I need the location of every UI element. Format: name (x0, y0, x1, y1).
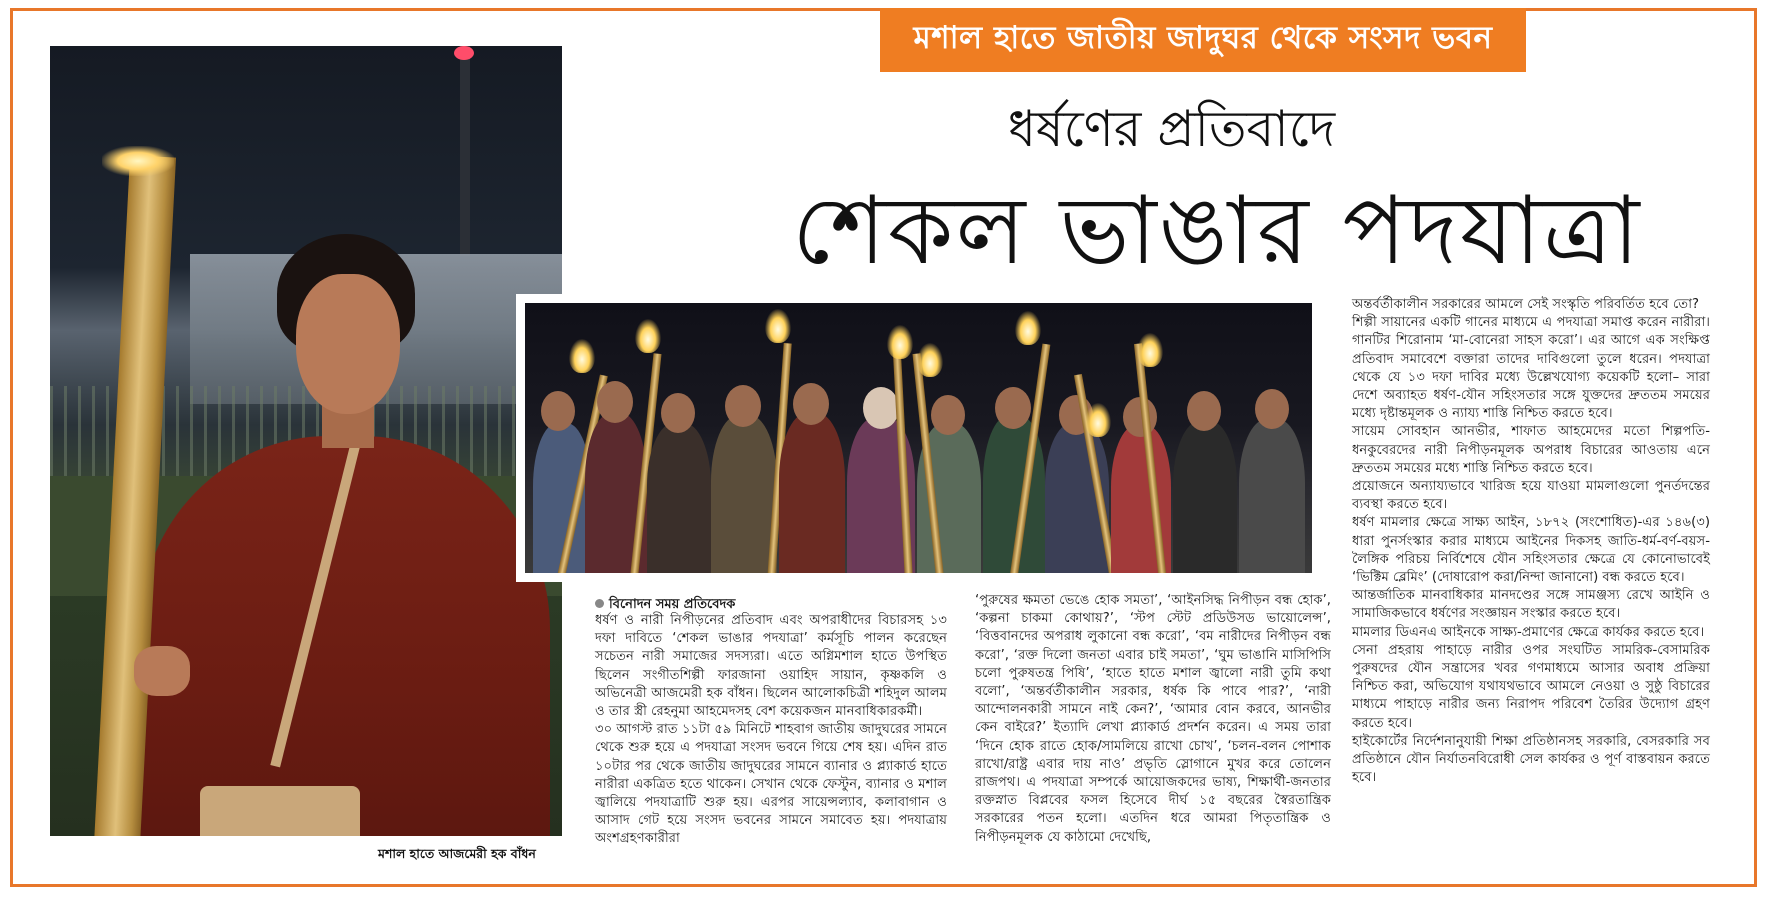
paragraph: হাইকোর্টের নির্দেশনানুযায়ী শিক্ষা প্রতিষ্ঠানসহ সরকারি, বেসরকারি সব প্রতিষ্ঠানে যৌন নির্যাতনবিরোধী সেল কার্যকর ও পূর্ণ বাস্তবায়ন করতে হবে। (1352, 733, 1710, 786)
group-person-head (541, 391, 575, 431)
article-column-2 (975, 592, 1331, 847)
paragraph: ধর্ষণ মামলার ক্ষেত্রে সাক্ষ্য আইন, ১৮৭২ (সংশোধিত)-এর ১৪৬(৩) ধারা পুনর্সংস্কার করার মাধ্যমে আইনের দিকসহ জাতি-ধর্ম-বর্ণ-বয়স-লৈঙ্গিক পরিচয় নির্বিশেষে যৌন সহিংসতার ক্ষেত্রে যে কোনোভাবেই ‘ভিক্টিম ব্লেমিং’ (দোষারোপ করা/নিন্দা জানানো) বন্ধ করতে হবে। (1352, 515, 1710, 586)
article-column-3 (1352, 296, 1710, 787)
group-torch-flame (1085, 403, 1111, 437)
paragraph: মামলার ডিএনএ আইনকে সাক্ষ্য-প্রমাণের ক্ষেত্রে কার্যকর করতে হবে। (1352, 624, 1705, 640)
group-person-head (931, 395, 965, 435)
group-person-head (1255, 389, 1289, 429)
group-torch-flame (569, 339, 595, 373)
person-face (296, 274, 400, 414)
paragraph: আন্তর্জাতিক মানবাধিকার মানদণ্ডের সঙ্গে সামঞ্জস্য রেখে আইনি ও সামাজিকভাবে ধর্ষণের সংজ্ঞায়ন সংস্কার করতে হবে। (1352, 588, 1710, 622)
paragraph: সেনা প্রহরায় পাহাড়ে নারীর ওপর সংঘটিত সামরিক-বেসামরিক পুরুষদের যৌন সন্ত্রাসের খবর গণমাধ্যমে আসার অবাধ প্রক্রিয়া নিশ্চিত করা, অভিযোগ যথাযথভাবে আমলে নেওয়া ও সুষ্ঠু বিচারের মাধ্যমে পাহাড়ে নারীর জন্য নিরাপদ পরিবেশ তৈরির উদ্যোগ গ্রহণ করতে হবে। (1352, 642, 1710, 731)
paragraph: অন্তর্বর্তীকালীন সরকারের আমলে সেই সংস্কৃতি পরিবর্তিত হবে তো? (1352, 297, 1700, 312)
paragraph: ৩০ আগস্ট রাত ১১টা ৫৯ মিনিটে শাহবাগ জাতীয় জাদুঘরের সামনে থেকে শুরু হয়ে এ পদযাত্রা সংসদ ভবনে গিয়ে শেষ হয়। এদিন রাত ১০টার পর থেকে জাতীয় জাদুঘরের সামনে ব্যানার ও প্ল্যাকার্ড হাতে নারীরা একত্রিত হতে থাকেন। সেখান থেকে ফেস্টুন, ব্যানার ও মশাল জ্বালিয়ে পদযাত্রাটি শুরু হয়। এরপর সায়েন্সল্যাব, কলাবাগান ও আসাদ গেট হয়ে সংসদ ভবনের সামনে সমাবেত হয়। পদযাত্রায় অংশগ্রহণকারীরা (595, 722, 947, 847)
person-hand (134, 646, 190, 696)
paragraph: ‘পুরুষের ক্ষমতা ভেঙে হোক সমতা’, ‘আইনসিদ্ধ নিপীড়ন বন্ধ হোক’, ‘কল্পনা চাকমা কোথায়?’, ‘স্টপ স্টেট প্রডিউসড ভায়োলেন্স’, ‘বিত্তবানদের অপরাধ লুকানো বন্ধ করো’, ‘বম নারীদের নিপীড়ন বন্ধ করো’, ‘রক্ত দিলো জনতা এবার চাই সমতা’, ‘ঘুম ভাঙানি মাসিপিসি চলো পুরুষতন্ত্র পিষি’, ‘হাতে হাতে মশাল জ্বালো নারী তুমি কথা বলো’, ‘অন্তর্বর্তীকালীন সরকার, ধর্ষক কি পাবে পার?’, ‘নারী আন্দোলনকারী সামনে নাই কেন?’, ‘আমার বোন করবে, আনভীর কেন বাইরে?’ ইত্যাদি লেখা প্ল্যাকার্ড প্রদর্শন করেন। এ সময় তারা ‘দিনে হোক রাতে হোক/সামলিয়ে রাখো চোখ’, ‘চলন-বলন পোশাক রাখো/রাষ্ট্র এবার দায় নাও’ প্রভৃতি স্লোগানে মুখর করে তোলেন রাজপথ। এ পদযাত্রা সম্পর্কে আয়োজকদের ভাষ্য, শিক্ষার্থী-জনতার রক্তস্নাত বিপ্লবের ফসল হিসেবে দীর্ঘ ১৫ বছরের স্বৈরতান্ত্রিক সরকারের পতন হলো। এতদিন ধরে আমরা পিতৃতান্ত্রিক ও নিপীড়নমূলক যে কাঠামো দেখেছি, (975, 593, 1331, 845)
paragraph: শিল্পী সায়ানের একটি গানের মাধ্যমে এ পদযাত্রা সমাপ্ত করেন নারীরা। গানটির শিরোনাম ‘মা-বোনেরা সাহস করো’। এর আগে এক সংক্ষিপ্ত প্রতিবাদ সমাবেশে বক্তারা তাদের দাবিগুলো তুলে ধরেন। পদযাত্রা থেকে যে ১৩ দফা দাবির মধ্যে উল্লেখযোগ্য কয়েকটি হলো– সারা দেশে অব্যাহত ধর্ষণ-যৌন সহিংসতার সঙ্গে যুক্তদের দ্রুততম সময়ের মধ্যে দৃষ্টান্তমূলক ও ন্যায্য শাস্তি নিশ্চিত করতে হবে। (1352, 315, 1710, 422)
paragraph: সায়েম সোবহান আনভীর, শাফাত আহমেদের মতো শিল্পপতি-ধনকুবেরদের নারী নিপীড়নমূলক অপরাধ বিচারের আওতায় এনে দ্রুততম সময়ের মধ্যে শাস্তি নিশ্চিত করতে হবে। (1352, 424, 1710, 476)
byline-text: বিনোদন সময় প্রতিবেদক (609, 597, 736, 612)
group-person-head (863, 387, 899, 429)
group-person (779, 413, 845, 573)
group-torch-flame (917, 343, 943, 377)
group-torch-flame (635, 319, 661, 353)
group-photo (516, 294, 1321, 582)
group-person (647, 423, 711, 573)
group-torch-flame (1137, 333, 1163, 367)
group-person-head (793, 383, 829, 425)
group-person (711, 415, 777, 573)
portrait-photo (50, 46, 562, 836)
group-person-head (725, 385, 761, 427)
group-torch-flame (1015, 311, 1041, 345)
torch-flame (102, 146, 174, 176)
bullet-icon (595, 599, 604, 608)
group-torch-flame (887, 325, 913, 359)
handbag (200, 786, 360, 836)
group-person-head (597, 381, 633, 423)
lamp-pole (460, 46, 470, 256)
paragraph: ধর্ষণ ও নারী নিপীড়নের প্রতিবাদ এবং অপরাধীদের বিচারসহ ১৩ দফা দাবিতে ‘শেকল ভাঙার পদযাত্রা’ কর্মসূচি পালন করেছেন সচেতন নারী সমাজের সদস্যরা। এতে অগ্নিমশাল হাতে উপস্থিত ছিলেন সংগীতশিল্পী ফারজানা ওয়াহিদ সায়ান, কৃষ্ণকলি ও অভিনেত্রী আজমেরী হক বাঁধন। ছিলেন আলোকচিত্রী শহিদুল আলম ও তার স্ত্রী রেহনুমা আহমেদসহ বেশ কয়েকজন মানবাধিকারকর্মী। (595, 613, 947, 720)
paragraph: প্রয়োজনে অন্যায্যভাবে খারিজ হয়ে যাওয়া মামলাগুলো পুনর্তদন্তের ব্যবস্থা করতে হবে। (1352, 479, 1710, 513)
section-tag: মশাল হাতে জাতীয় জাদুঘর থেকে সংসদ ভবন (880, 8, 1526, 72)
article-column-1 (595, 612, 947, 849)
photo-caption: মশাল হাতে আজমেরী হক বাঁধন (378, 846, 536, 861)
group-person (1239, 419, 1305, 573)
group-person-head (995, 387, 1031, 429)
headline-kicker: ধর্ষণের প্রতিবাদে (1008, 100, 1336, 158)
group-person-head (1187, 391, 1221, 431)
headline: শেকল ভাঙার পদযাত্রা (792, 177, 1642, 286)
group-torch-flame (765, 309, 791, 343)
group-person-head (661, 393, 695, 433)
lamp-light (454, 46, 474, 60)
group-person (1173, 421, 1237, 573)
